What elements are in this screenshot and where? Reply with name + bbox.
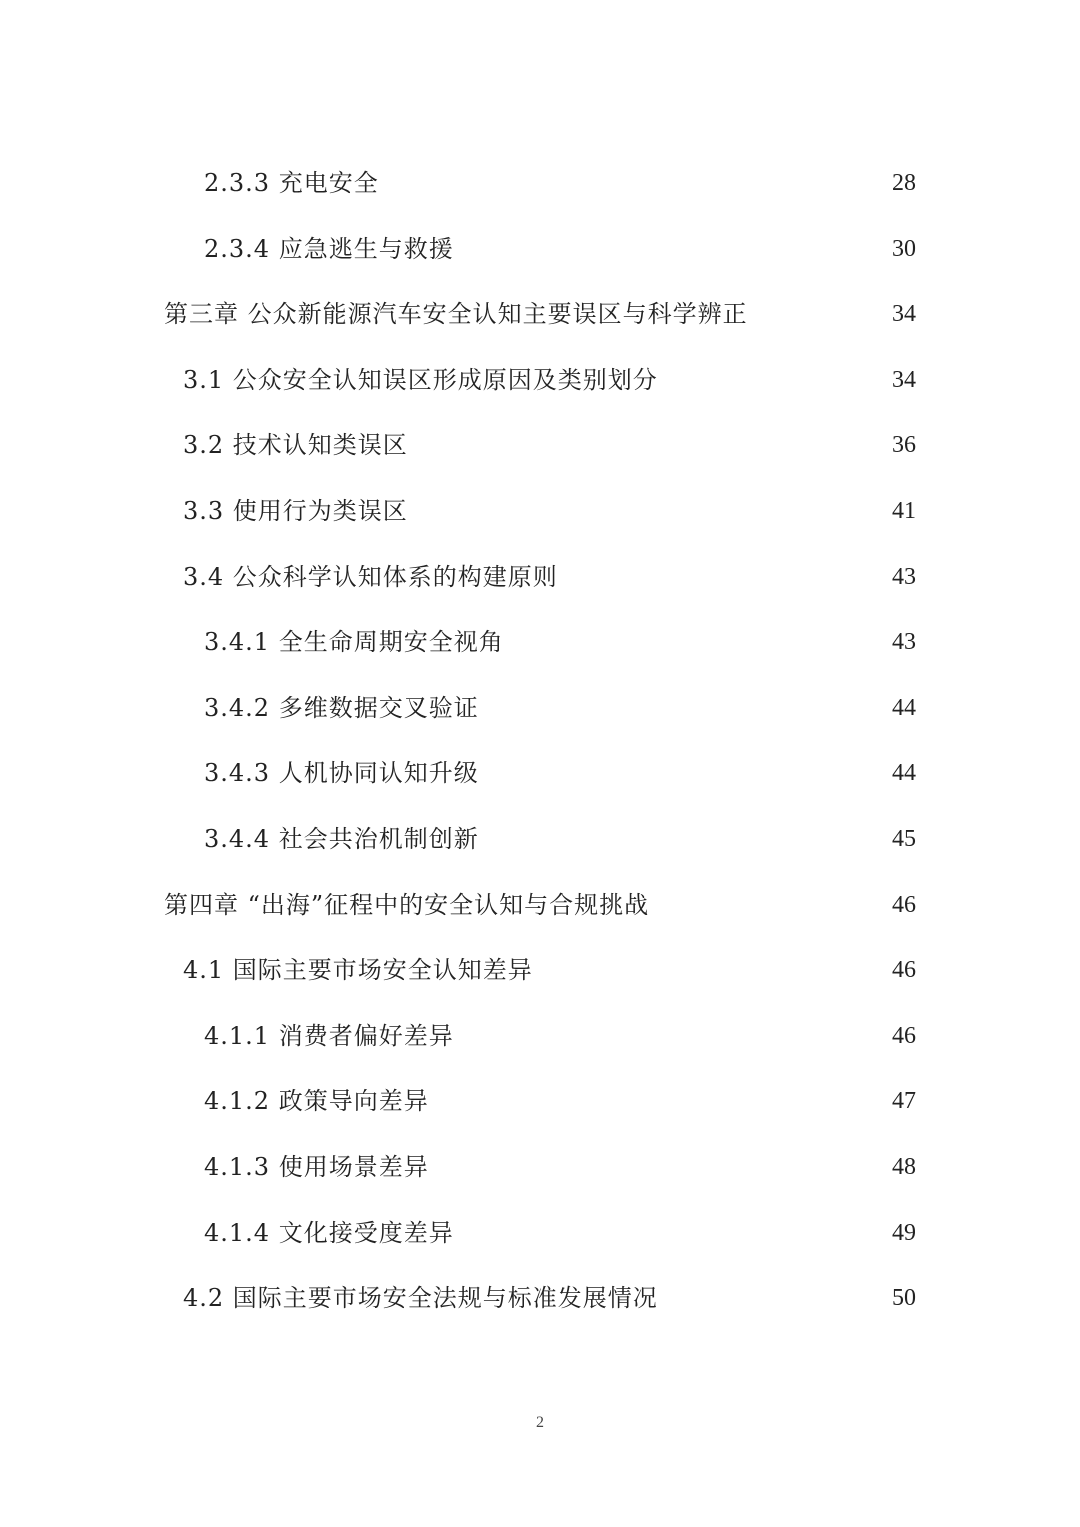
toc-dot-leader [439,1081,884,1121]
toc-entry[interactable] [204,688,916,728]
toc-entry-title: 3.4 公众科学认知体系的构建原则 [183,563,558,591]
toc-entry-page: 44 [892,695,916,721]
toc-entry-title: 2.3.3 充电安全 [204,169,379,197]
page-number: 2 [536,1414,544,1431]
toc-dot-leader [668,360,884,400]
toc-entry-title: 3.4.4 社会共治机制创新 [204,825,479,853]
toc-dot-leader [464,229,884,269]
toc-entry-title: 4.1 国际主要市场安全认知差异 [183,956,533,984]
toc-entry-title: 3.3 使用行为类误区 [183,497,408,525]
toc-dot-leader [439,1147,884,1187]
toc-dot-leader [389,163,884,203]
toc-entry[interactable] [204,1016,916,1056]
toc-entry[interactable] [204,753,916,793]
toc-entry[interactable] [183,360,916,400]
toc-entry[interactable] [183,557,916,597]
toc-entry-page: 45 [892,826,916,852]
toc-dot-leader [668,1278,884,1318]
toc-entry-title: 4.1.1 消费者偏好差异 [204,1022,454,1050]
toc-dot-leader [418,491,884,531]
toc-entry[interactable] [204,1147,916,1187]
toc-entry[interactable] [204,1213,916,1253]
toc-entry[interactable] [183,425,916,465]
toc-entry[interactable] [183,491,916,531]
toc-entry-page: 28 [892,170,916,196]
toc-entry-title: 4.1.2 政策导向差异 [204,1087,429,1115]
toc-dot-leader [464,1213,884,1253]
toc-entry-title: 4.1.3 使用场景差异 [204,1153,429,1181]
toc-dot-leader [489,819,884,859]
toc-entry-page: 41 [892,498,916,524]
toc-entry-title: 4.1.4 文化接受度差异 [204,1219,454,1247]
toc-entry-page: 46 [892,957,916,983]
toc-entry-title: 4.2 国际主要市场安全法规与标准发展情况 [183,1284,658,1312]
toc-entry-page: 34 [892,367,916,393]
toc-entry-title: 第三章 公众新能源汽车安全认知主要误区与科学辨正 [164,300,748,328]
toc-entry[interactable] [204,163,916,203]
toc-entry-title: 3.4.2 多维数据交叉验证 [204,694,479,722]
toc-dot-leader [464,1016,884,1056]
toc-entry-page: 46 [892,1023,916,1049]
toc-entry[interactable] [204,819,916,859]
toc-entry-title: 第四章 “出海”征程中的安全认知与合规挑战 [164,891,650,919]
toc-dot-leader [489,753,884,793]
toc-entry-title: 3.2 技术认知类误区 [183,431,408,459]
toc-entry-page: 44 [892,760,916,786]
toc-dot-leader [489,688,884,728]
toc-entry-page: 46 [892,892,916,918]
toc-entry-title: 3.4.3 人机协同认知升级 [204,759,479,787]
toc-entry-page: 43 [892,564,916,590]
toc-entry[interactable] [204,229,916,269]
toc-dot-leader [543,950,884,990]
toc-entry-title: 2.3.4 应急逃生与救援 [204,235,454,263]
toc-entry-page: 34 [892,301,916,327]
toc-entry[interactable] [183,950,916,990]
toc-entry[interactable] [183,1278,916,1318]
toc-entry-page: 30 [892,236,916,262]
toc-entry[interactable] [164,885,916,925]
toc-dot-leader [758,294,884,334]
toc-entry-page: 48 [892,1154,916,1180]
toc-entry-page: 47 [892,1088,916,1114]
toc-dot-leader [659,885,884,925]
toc-entry[interactable] [204,1081,916,1121]
toc-entry-title: 3.1 公众安全认知误区形成原因及类别划分 [183,366,658,394]
toc-entry-page: 49 [892,1220,916,1246]
toc-entry-title: 3.4.1 全生命周期安全视角 [204,628,504,656]
toc-dot-leader [514,622,884,662]
toc-dot-leader [568,557,884,597]
toc-dot-leader [418,425,884,465]
toc-entry-page: 50 [892,1285,916,1311]
toc-entry[interactable] [164,294,916,334]
toc-entry-page: 43 [892,629,916,655]
toc-entry[interactable] [204,622,916,662]
toc-entry-page: 36 [892,432,916,458]
